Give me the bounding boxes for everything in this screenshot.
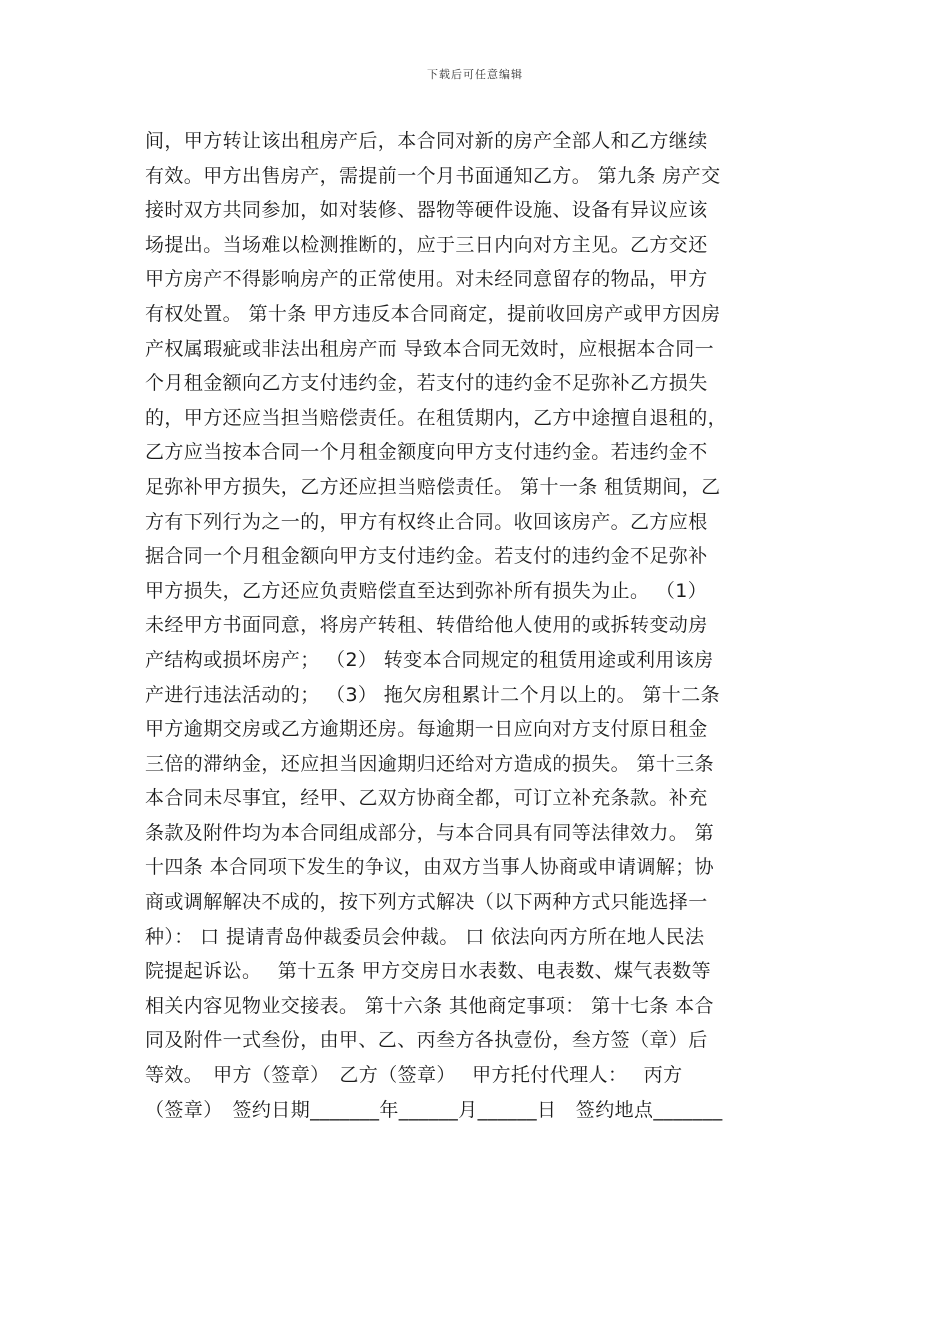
- text-line: 等效。 甲方（签章） 乙方（签章） 甲方托付代理人： 丙方: [145, 1064, 683, 1087]
- text-line: 甲方损失，乙方还应负责赔偿直至达到弥补所有损失为止。 （1）: [145, 579, 708, 602]
- text-line: 产权属瑕疵或非法出租房产而 导致本合同无效时，应根据本合同一: [145, 337, 715, 360]
- text-line: 接时双方共同参加，如对装修、器物等硬件设施、设备有异议应该: [145, 199, 708, 222]
- text-line: （签章） 签约日期_______年______月______日 签约地点_______: [145, 1098, 723, 1121]
- page-header: 下载后可任意编辑: [427, 68, 523, 81]
- text-line: 方有下列行为之一的，甲方有权终止合同。收回该房产。乙方应根: [145, 510, 708, 533]
- text-line: 十四条 本合同项下发生的争议，由双方当事人协商或申请调解；协: [145, 856, 715, 879]
- text-line: 条款及附件均为本合同组成部分，与本合同具有同等法律效力。 第: [145, 821, 715, 844]
- text-line: 个月租金额向乙方支付违约金，若支付的违约金不足弥补乙方损失: [145, 372, 708, 395]
- text-line: 场提出。当场难以检测推断的，应于三日内向对方主见。乙方交还: [145, 233, 708, 256]
- text-line: 足弥补甲方损失，乙方还应担当赔偿责任。 第十一条 租赁期间，乙: [145, 475, 721, 498]
- text-line: 院提起诉讼。 第十五条 甲方交房日水表数、电表数、煤气表数等: [145, 960, 711, 983]
- text-line: 相关内容见物业交接表。 第十六条 其他商定事项： 第十七条 本合: [145, 994, 714, 1017]
- text-line: 的，甲方还应当担当赔偿责任。在租赁期内，乙方中途擅自退租的，: [145, 406, 728, 429]
- text-line: 产结构或损坏房产； （2） 转变本合同规定的租赁用途或利用该房: [145, 648, 714, 671]
- text-line: 本合同未尽事宜，经甲、乙双方协商全都，可订立补充条款。补充: [145, 787, 708, 810]
- text-line: 三倍的滞纳金，还应担当因逾期归还给对方造成的损失。 第十三条: [145, 752, 715, 775]
- text-line: 产进行违法活动的； （3） 拖欠房租累计二个月以上的。 第十二条: [145, 683, 721, 706]
- text-line: 种）： 口 提请青岛仲裁委员会仲裁。 口 依法向丙方所在地人民法: [145, 925, 705, 948]
- text-line: 商或调解解决不成的，按下列方式解决（以下两种方式只能选择一: [145, 891, 708, 914]
- text-line: 据合同一个月租金额向甲方支付违约金。若支付的违约金不足弥补: [145, 545, 708, 568]
- text-line: 同及附件一式叁份，由甲、乙、丙叁方各执壹份，叁方签（章）后: [145, 1029, 708, 1052]
- text-line: 未经甲方书面同意，将房产转租、转借给他人使用的或拆转变动房: [145, 614, 708, 637]
- text-line: 甲方逾期交房或乙方逾期还房。每逾期一日应向对方支付原日租金: [145, 718, 708, 741]
- contract-body: [145, 124, 825, 1127]
- text-line: 乙方应当按本合同一个月租金额度向甲方支付违约金。若违约金不: [145, 441, 708, 464]
- text-line: 有权处置。 第十条 甲方违反本合同商定，提前收回房产或甲方因房: [145, 302, 721, 325]
- text-line: 有效。甲方出售房产，需提前一个月书面通知乙方。 第九条 房产交: [145, 164, 721, 187]
- text-line: 甲方房产不得影响房产的正常使用。对未经同意留存的物品，甲方: [145, 268, 708, 291]
- text-line: 间，甲方转让该出租房产后，本合同对新的房产全部人和乙方继续: [145, 130, 708, 152]
